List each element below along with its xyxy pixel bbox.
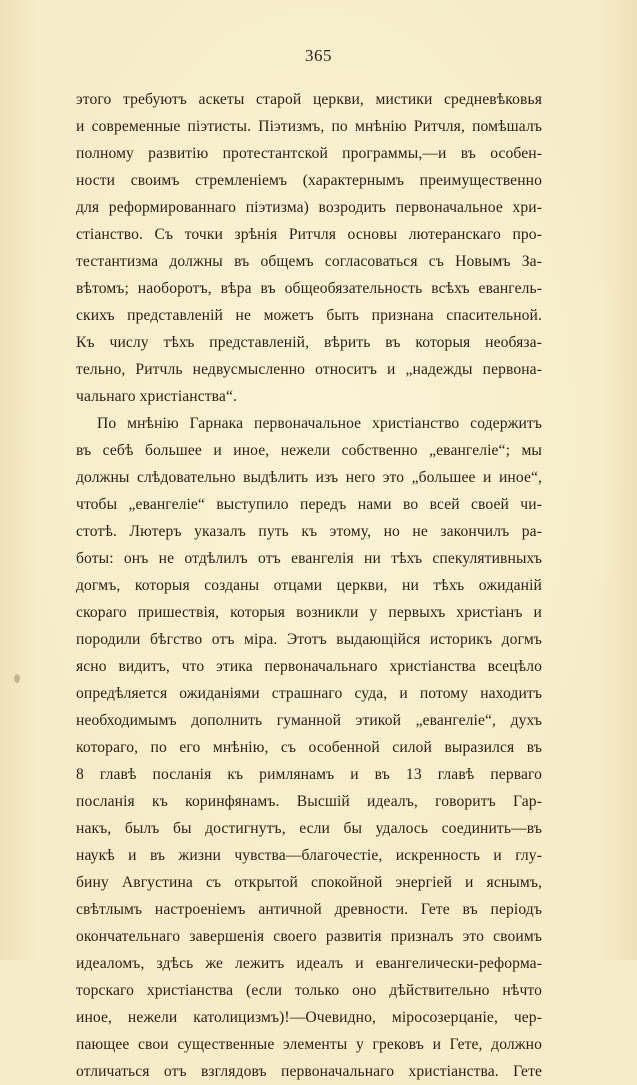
text-line: породили бѣгство отъ міра. Этотъ выдающійся историкъ догмъ	[76, 631, 542, 648]
text-line: тестантизма должны въ общемъ согласоваться съ Новымъ За-	[76, 253, 542, 270]
text-line: идеаломъ, здѣсь же лежитъ идеалъ и евангелически-реформа-	[76, 955, 542, 972]
text-line: въ себѣ большее и иное, нежели собственно „евангеліе“; мы	[76, 442, 542, 459]
text-line: необходимымъ дополнить гуманной этикой „евангеліе“, духъ	[76, 712, 542, 729]
text-line: опредѣляется ожиданіями страшнаго суда, и потому находитъ	[76, 685, 542, 702]
paragraph-end-line: чальнаго христіанства“.	[76, 388, 237, 405]
text-line: для реформированнаго піэтизма) возродить первоначальное хри-	[76, 199, 542, 216]
text-line: котораго, по его мнѣнію, съ особенной силой выразился въ	[76, 739, 542, 756]
text-line: ясно видитъ, что этика первоначальнаго христіанства всецѣло	[76, 658, 542, 675]
text-line: стіанство. Съ точки зрѣнія Ритчля основы лютеранскаго про-	[76, 226, 542, 243]
page-number: 365	[305, 46, 332, 65]
text-line: 8 главѣ посланія къ римлянамъ и въ 13 главѣ перваго	[76, 766, 542, 783]
text-line: тельно, Ритчль недвусмысленно относитъ и „надежды первона-	[76, 361, 542, 378]
text-line: наукѣ и въ жизни чувства—благочестіе, искренность и глу-	[76, 847, 542, 864]
text-line: Къ числу тѣхъ представленій, вѣрить въ которыя необяза-	[76, 334, 542, 351]
text-line: пающее свои существенные элементы у грековъ и Гете, должно	[76, 1036, 542, 1053]
text-line: этого требуютъ аскеты старой церкви, мистики средневѣковья	[76, 91, 542, 108]
text-line: догмъ, которыя созданы отцами церкви, ни тѣхъ ожиданій	[76, 577, 542, 594]
body-text	[76, 86, 542, 1085]
paper-stain	[14, 674, 20, 683]
text-line: посланія къ коринфянамъ. Высшій идеалъ, говоритъ Гар-	[76, 793, 542, 810]
text-line: бину Августина съ открытой спокойной энергіей и яснымъ,	[76, 874, 542, 891]
text-line: свѣтлымъ настроеніемъ античной древности. Гете въ періодъ	[76, 901, 542, 918]
text-line: вѣтомъ; наоборотъ, вѣра въ общеобязательность всѣхъ евангель-	[76, 280, 542, 297]
text-line: отличаться отъ взглядовъ первоначальнаго христіанства. Гете	[76, 1063, 542, 1080]
text-line: ности своимъ стремленіемъ (характернымъ преимущественно	[76, 172, 542, 189]
text-line: и современные піэтисты. Піэтизмъ, по мнѣнію Ритчля, помѣшалъ	[76, 118, 542, 135]
paragraph-start-line: По мнѣнію Гарнака первоначальное христіанство содержитъ	[97, 415, 542, 432]
text-line: стотѣ. Лютеръ указалъ путь къ этому, но не закончилъ ра-	[76, 523, 542, 540]
text-line: окончательнаго завершенія своего развитія призналъ это своимъ	[76, 928, 542, 945]
text-line: боты: онъ не отдѣлилъ отъ евангелія ни тѣхъ спекулятивныхъ	[76, 550, 542, 567]
text-line: скораго пришествія, которыя возникли у первыхъ христіанъ и	[76, 604, 542, 621]
text-line: полному развитію протестантской программы,—и въ особен-	[76, 145, 542, 162]
text-line: торскаго христіанства (если только оно дѣйствительно нѣчто	[76, 982, 542, 999]
text-line: чтобы „евангеліе“ выступило передъ нами во всей своей чи-	[76, 496, 542, 513]
text-line: скихъ представленій не можетъ быть признана спасительной.	[76, 307, 542, 324]
text-line: иное, нежели католицизмъ)!—Очевидно, міросозерцаніе, чер-	[76, 1009, 542, 1026]
text-line: накъ, былъ бы достигнутъ, если бы удалось соединить—въ	[76, 820, 542, 837]
text-line: должны слѣдовательно выдѣлить изъ него это „большее и иное“,	[76, 469, 542, 486]
